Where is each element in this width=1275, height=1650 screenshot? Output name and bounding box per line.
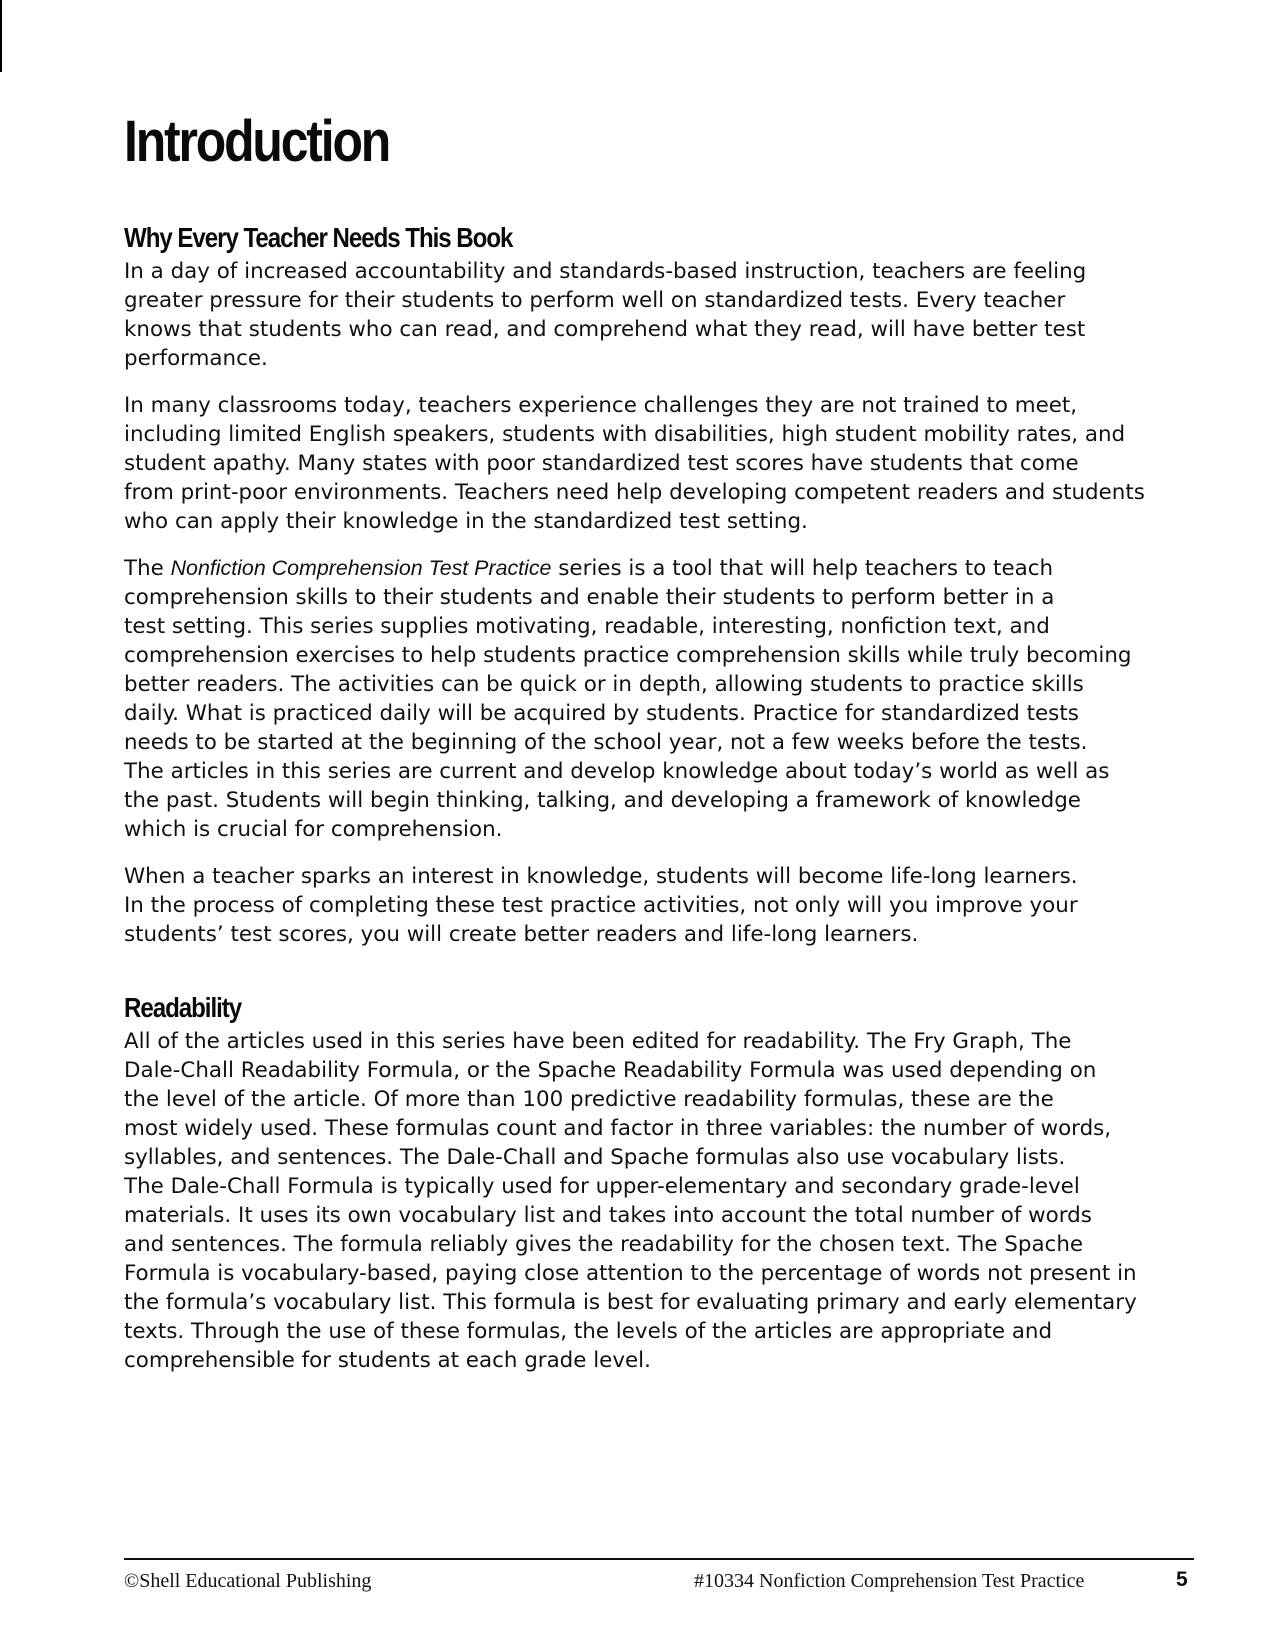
text-line: including limited English speakers, students with disabilities, high student mobility rates, and: [124, 422, 1126, 447]
paragraph: [124, 554, 1194, 844]
section-heading-readability: Readability: [124, 992, 242, 1023]
text-line: In the process of completing these test practice activities, not only will you improve your: [124, 893, 1078, 918]
text-line: student apathy. Many states with poor standardized test scores have students that come: [124, 451, 1079, 476]
text-line: the level of the article. Of more than 100 predictive readability formulas, these are the: [124, 1087, 1054, 1112]
paragraph: [124, 257, 1194, 373]
text-line: The Dale-Chall Formula is typically used for upper-elementary and secondary grade-level: [124, 1174, 1080, 1199]
text-line: All of the articles used in this series have been edited for readability. The Fry Graph, The: [124, 1029, 1072, 1054]
text-line: better readers. The activities can be quick or in depth, allowing students to practice skills: [124, 672, 1084, 697]
text-line: the formula’s vocabulary list. This formula is best for evaluating primary and early elementary: [124, 1290, 1137, 1315]
footer-book-title: #10334 Nonfiction Comprehension Test Practice: [694, 1570, 1085, 1592]
text-line: the past. Students will begin thinking, talking, and developing a framework of knowledge: [124, 788, 1081, 813]
footer-publisher: ©Shell Educational Publishing: [124, 1570, 372, 1592]
text-fragment: The: [124, 556, 171, 581]
main-content: [124, 221, 1194, 1393]
series-title: Nonfiction Comprehension Test Practice: [170, 556, 552, 580]
text-line: which is crucial for comprehension.: [124, 817, 503, 842]
page-number: 5: [1176, 1568, 1188, 1591]
text-line: most widely used. These formulas count and factor in three variables: the number of words,: [124, 1116, 1112, 1141]
text-line: When a teacher sparks an interest in knowledge, students will become life-long learners.: [124, 864, 1078, 889]
text-line: Formula is vocabulary-based, paying close attention to the percentage of words not present in: [124, 1261, 1137, 1286]
text-line: who can apply their knowledge in the standardized test setting.: [124, 509, 808, 534]
footer-rule: [124, 1558, 1194, 1560]
paragraph: [124, 862, 1194, 949]
text-line: texts. Through the use of these formulas, the levels of the articles are appropriate and: [124, 1319, 1053, 1344]
text-line: test setting. This series supplies motivating, readable, interesting, nonfiction text, and: [124, 614, 1050, 639]
paragraph: [124, 1027, 1194, 1375]
text-line: comprehension exercises to help students practice comprehension skills while truly becoming: [124, 643, 1132, 668]
text-fragment: series is a tool that will help teachers to teach: [551, 556, 1054, 581]
text-line: from print-poor environments. Teachers need help developing competent readers and students: [124, 480, 1145, 505]
page-title: Introduction: [124, 109, 390, 174]
crop-mark: [0, 0, 2, 72]
section-heading-why-every-teacher: Why Every Teacher Needs This Book: [124, 222, 513, 253]
text-line: The articles in this series are current and develop knowledge about today’s world as well as: [124, 759, 1110, 784]
text-line: and sentences. The formula reliably gives the readability for the chosen text. The Spache: [124, 1232, 1084, 1257]
text-line: In many classrooms today, teachers experience challenges they are not trained to meet,: [124, 393, 1078, 418]
text-line: comprehensible for students at each grade level.: [124, 1348, 651, 1373]
text-line: daily. What is practiced daily will be acquired by students. Practice for standardized tests: [124, 701, 1079, 726]
text-line: [124, 554, 1194, 583]
text-line: Dale-Chall Readability Formula, or the Spache Readability Formula was used depending on: [124, 1058, 1097, 1083]
text-line: comprehension skills to their students and enable their students to perform better in a: [124, 585, 1055, 610]
text-line: knows that students who can read, and comprehend what they read, will have better test: [124, 317, 1086, 342]
paragraph: [124, 391, 1194, 536]
text-line: needs to be started at the beginning of the school year, not a few weeks before the tests.: [124, 730, 1088, 755]
text-line: students’ test scores, you will create better readers and life-long learners.: [124, 922, 919, 947]
text-line: syllables, and sentences. The Dale-Chall and Spache formulas also use vocabulary lists.: [124, 1145, 1066, 1170]
text-line: performance.: [124, 346, 268, 371]
text-line: materials. It uses its own vocabulary list and takes into account the total number of words: [124, 1203, 1092, 1228]
text-line: In a day of increased accountability and standards-based instruction, teachers are feeling: [124, 259, 1087, 284]
text-line: greater pressure for their students to perform well on standardized tests. Every teacher: [124, 288, 1066, 313]
